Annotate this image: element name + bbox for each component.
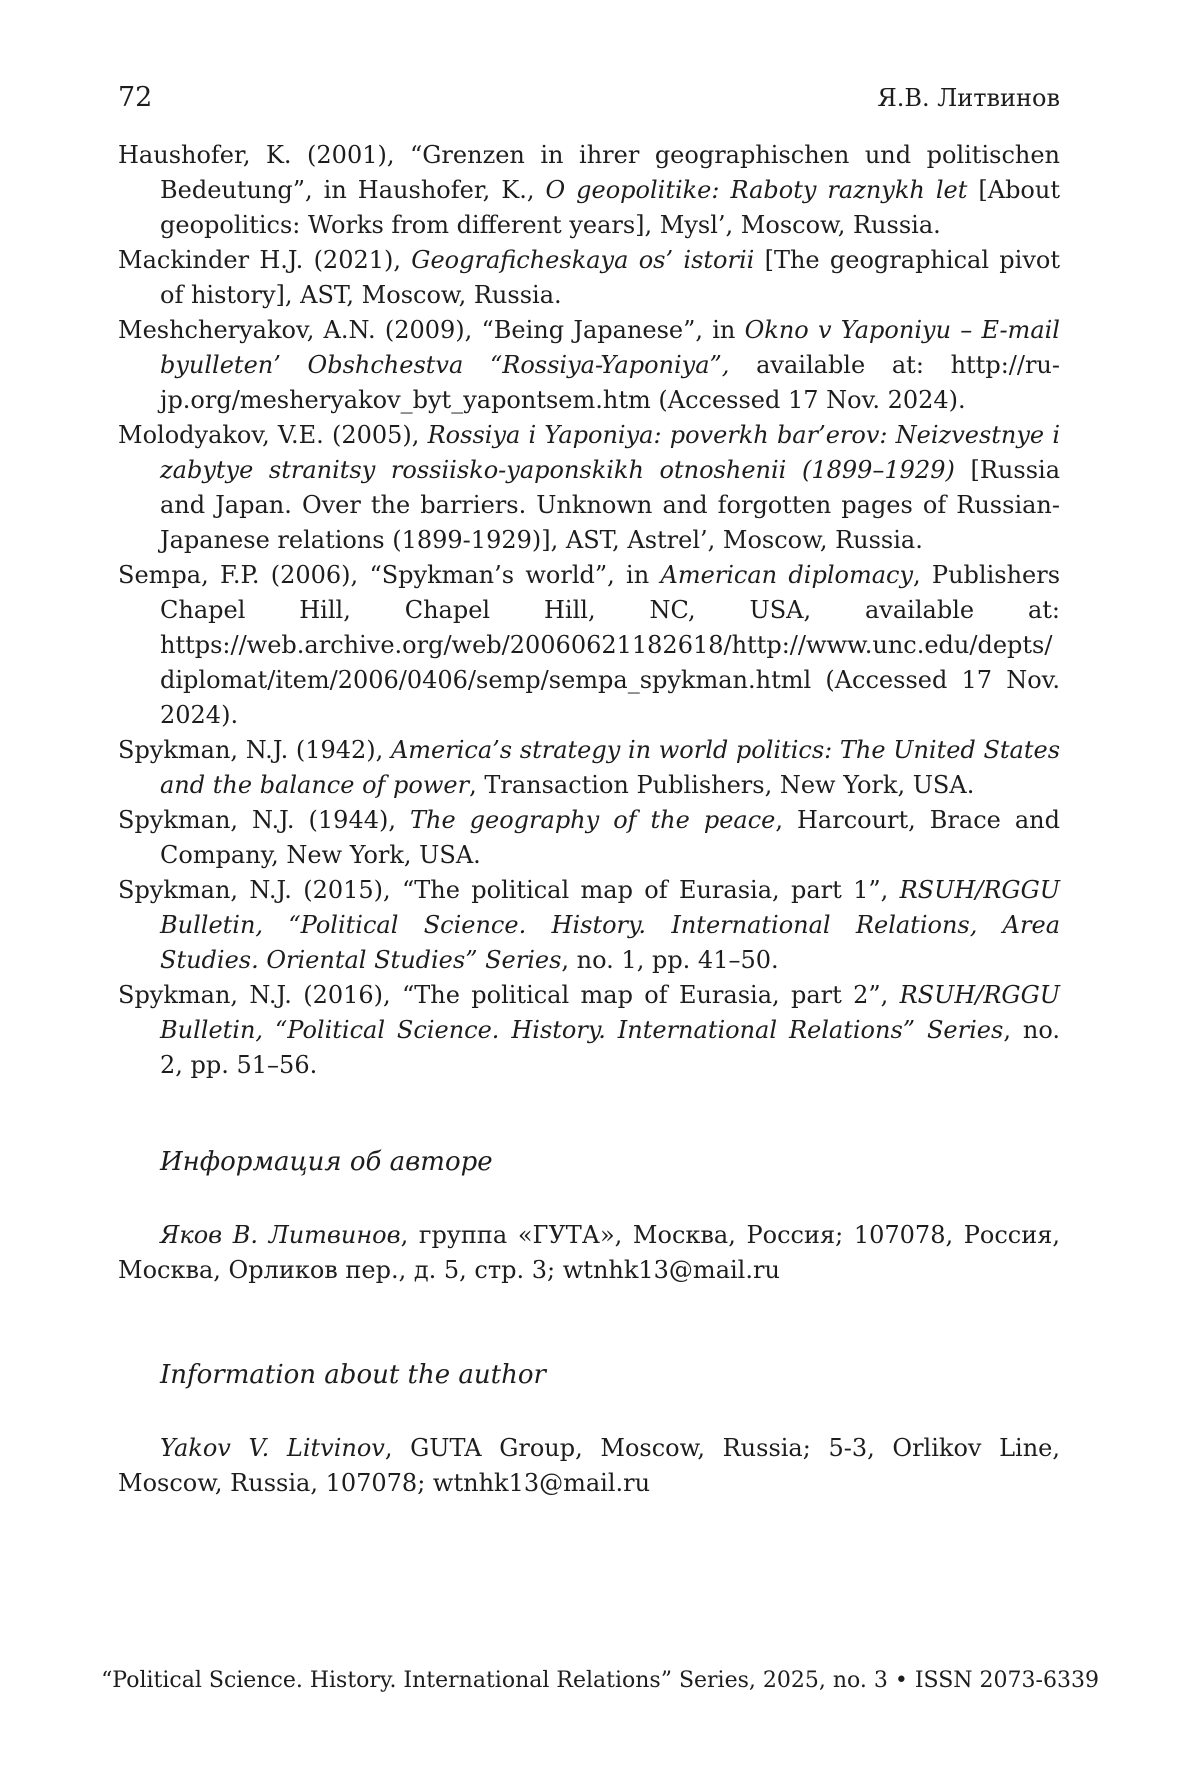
reference-entry <box>118 873 1060 978</box>
italic-text-segment: Okno v Yaponiyu – E-mail byulleten’ Obshchestva “Rossiya-Yaponiya”, <box>160 316 1060 379</box>
text-segment: , Transaction Publishers, New York, USA. <box>469 771 975 799</box>
reference-entry <box>118 138 1060 243</box>
text-segment: Spykman, N.J. (1942), <box>118 736 391 764</box>
text-segment: Haushofer, K. (2001), “Grenzen in ihrer geographischen und politischen Bedeutung”, in Haushofer, K., <box>118 141 1060 204</box>
page-header <box>118 80 1060 116</box>
text-segment: Sempa, F.P. (2006), “Spykman’s world”, in <box>118 561 661 589</box>
text-segment: , группа «ГУТА», Москва, Россия; 107078, Россия, Москва, Орликов пер., д. 5, стр. 3; wtnhk13@mail.ru <box>118 1221 1060 1284</box>
italic-text-segment: American diplomacy <box>660 561 914 589</box>
italic-text-segment: America’s strategy in world politics: The United States and the balance of power <box>160 736 1061 799</box>
reference-entry <box>118 313 1060 418</box>
italic-text-segment: Яков В. Литвинов <box>160 1221 401 1249</box>
references-list <box>118 138 1060 1083</box>
text-segment: [Russia and Japan. Over the barriers. Unknown and forgotten pages of Russian-Japanese relations (1899-1929)], AST, Astrel’, Moscow, Russia. <box>160 456 1060 554</box>
text-segment: available at: http://ru-jp.org/mesheryakov_byt_yapontsem.htm (Accessed 17 Nov. 2024). <box>160 351 1060 414</box>
author-info-ru-heading: Информация об авторе <box>160 1147 493 1177</box>
text-segment: , GUTA Group, Moscow, Russia; 5-3, Orlikov Line, Moscow, Russia, 107078; wtnhk13@mail.ru <box>118 1434 1060 1497</box>
text-segment: [The geographical pivot of history], AST, Moscow, Russia. <box>160 246 1060 309</box>
italic-text-segment: O geopolitike: Raboty raznykh let <box>545 176 968 204</box>
text-segment: Spykman, N.J. (1944), <box>118 806 410 834</box>
italic-text-segment: The geography of the peace <box>409 806 776 834</box>
text-segment: Meshcheryakov, A.N. (2009), “Being Japanese”, in <box>118 316 745 344</box>
text-segment: , Harcourt, Brace and Company, New York, USA. <box>160 806 1060 869</box>
text-segment: Spykman, N.J. (2016), “The political map of Eurasia, part 2”, <box>118 981 900 1009</box>
journal-series-issn-line: “Political Science. History. International Relations” Series, 2025, no. 3 • ISSN 2073-6339 <box>101 1668 1099 1693</box>
reference-entry <box>118 418 1060 558</box>
author-info-ru-section <box>118 1145 1060 1288</box>
text-segment: Mackinder H.J. (2021), <box>118 246 412 274</box>
text-segment: [About geopolitics: Works from different years], Mysl’, Moscow, Russia. <box>160 176 1060 239</box>
reference-entry <box>118 803 1060 873</box>
author-info-en-heading: Information about the author <box>160 1360 546 1390</box>
italic-text-segment: RSUH/RGGU Bulletin, “Political Science. History. International Relations, Area Studies. Oriental Studies” Series <box>160 876 1060 974</box>
italic-text-segment: Rossiya i Yaponiya: poverkh bar’erov: Neizvestnye i zabytye stranitsy rossiisko-yaponskikh otnoshenii (1899–1929) <box>160 421 1060 484</box>
page-number: 72 <box>118 82 153 113</box>
running-head-author: Я.В. Литвинов <box>877 84 1060 112</box>
text-segment: Molodyakov, V.E. (2005), <box>118 421 428 449</box>
author-info-en-section <box>118 1358 1060 1501</box>
author-info-en-paragraph <box>118 1431 1060 1501</box>
author-info-ru-paragraph <box>118 1218 1060 1288</box>
text-segment: , no. 1, pp. 41–50. <box>561 946 779 974</box>
reference-entry <box>118 243 1060 313</box>
page-footer <box>0 1666 1200 1696</box>
italic-text-segment: RSUH/RGGU Bulletin, “Political Science. History. International Relations” Series <box>160 981 1060 1044</box>
text-segment: Spykman, N.J. (2015), “The political map of Eurasia, part 1”, <box>118 876 900 904</box>
text-segment: , Publishers Chapel Hill, Chapel Hill, NC, USA, available at: https://web.archive.org/web/20060621182618/http://www.unc.edu/depts/diplomat/item/2006/0406/semp/sempa_spykman.html (Accessed 17 Nov. 2024). <box>160 561 1061 729</box>
italic-text-segment: Yakov V. Litvinov <box>160 1434 385 1462</box>
reference-entry <box>118 558 1060 733</box>
reference-entry <box>118 733 1060 803</box>
reference-entry <box>118 978 1060 1083</box>
italic-text-segment: Geograficheskaya os’ istorii <box>411 246 755 274</box>
text-segment: , no. 2, pp. 51–56. <box>160 1016 1060 1079</box>
